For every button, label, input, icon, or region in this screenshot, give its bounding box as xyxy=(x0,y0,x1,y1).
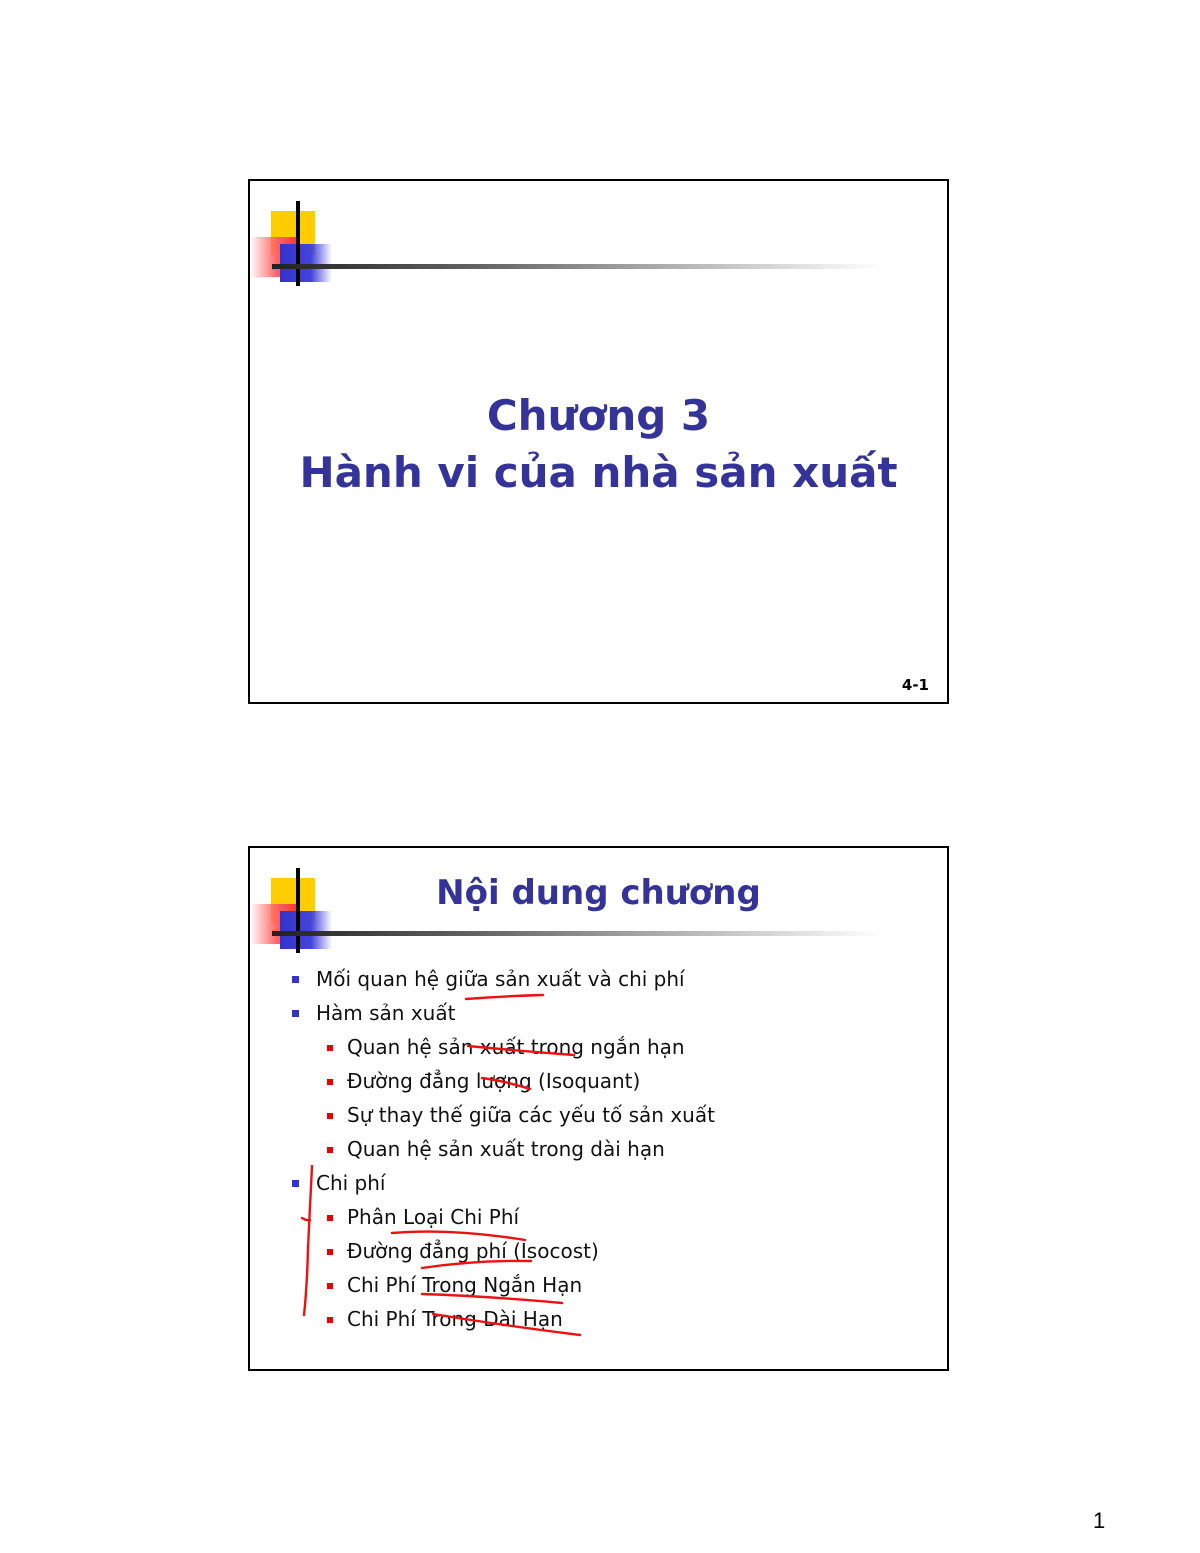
list-item: Chi Phí Trong Ngắn Hạn xyxy=(250,1268,715,1302)
title-line-1: Chương 3 xyxy=(486,391,711,440)
list-item: Mối quan hệ giữa sản xuất và chi phí xyxy=(250,962,715,996)
slide-number: 4-1 xyxy=(901,676,929,694)
title-line-2: Hành vi của nhà sản xuất xyxy=(299,448,898,497)
slide-1 xyxy=(248,179,949,704)
list-item: Sự thay thế giữa các yếu tố sản xuất xyxy=(250,1098,715,1132)
list-item: Chi Phí Trong Dài Hạn xyxy=(250,1302,715,1336)
blue-square-decoration xyxy=(280,244,332,282)
list-item: Quan hệ sản xuất trong ngắn hạn xyxy=(250,1030,715,1064)
list-item: Phân Loại Chi Phí xyxy=(250,1200,715,1234)
horizontal-line-decoration xyxy=(272,264,882,269)
slide-decoration xyxy=(250,181,890,291)
vertical-line-decoration xyxy=(296,201,300,286)
list-item: Đường đẳng phí (Isocost) xyxy=(250,1234,715,1268)
list-item: Chi phí xyxy=(250,1166,715,1200)
horizontal-line-decoration xyxy=(272,931,882,936)
content-list xyxy=(250,962,715,1336)
slide-2-title: Nội dung chương xyxy=(436,873,761,913)
list-item: Hàm sản xuất xyxy=(250,996,715,1030)
slide-1-title xyxy=(250,387,947,501)
list-item: Đường đẳng lượng (Isoquant) xyxy=(250,1064,715,1098)
page-number: 1 xyxy=(1093,1508,1106,1533)
slide-2 xyxy=(248,846,949,1371)
list-item: Quan hệ sản xuất trong dài hạn xyxy=(250,1132,715,1166)
